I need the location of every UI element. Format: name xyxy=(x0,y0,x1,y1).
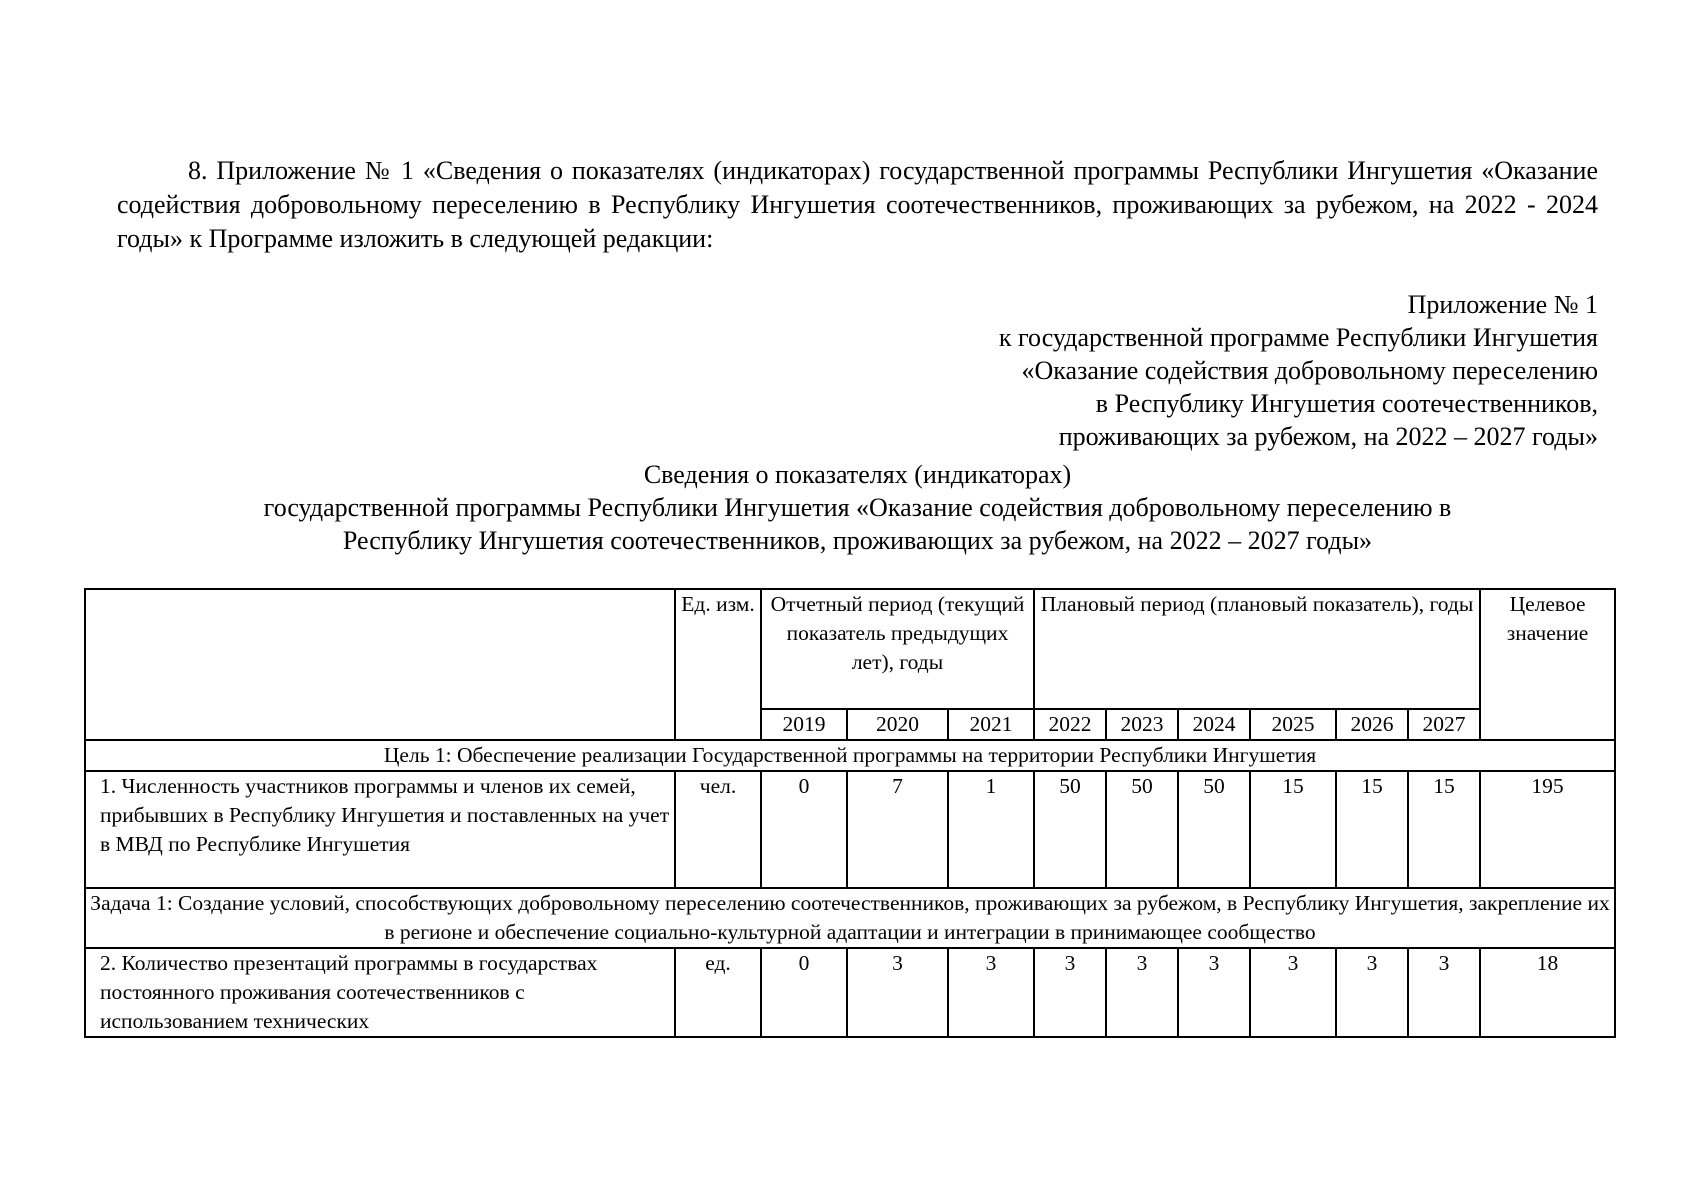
indicator-value: 3 xyxy=(1336,948,1408,1037)
indicator-name: 1. Численность участников программы и членов их семей, прибывших в Республику Ингушетия и поставленных на учет в МВД по Республике Ингушетия xyxy=(85,771,675,888)
indicator-value: 3 xyxy=(1408,948,1480,1037)
header-unit: Ед. изм. xyxy=(675,589,761,740)
title-line-1: Сведения о показателях (индикаторах) xyxy=(643,460,1072,489)
header-year: 2024 xyxy=(1178,709,1250,740)
title-line-2: государственной программы Республики Ингушетия «Оказание содействия добровольному переселению в xyxy=(263,493,1452,522)
indicator-target: 18 xyxy=(1480,948,1615,1037)
indicators-table xyxy=(84,588,1616,1038)
indicator-value: 3 xyxy=(847,948,948,1037)
indicator-value: 3 xyxy=(1250,948,1336,1037)
indicator-value: 3 xyxy=(1034,948,1106,1037)
header-year: 2020 xyxy=(847,709,948,740)
indicator-value: 50 xyxy=(1106,771,1178,888)
indicator-value: 15 xyxy=(1336,771,1408,888)
header-year: 2026 xyxy=(1336,709,1408,740)
intro-paragraph: 8. Приложение № 1 «Сведения о показателях (индикаторах) государственной программы Республики Ингушетия «Оказание содействия добровольному переселению в Республику Ингушетия соотечественников, проживающих за рубежом, на 2022 - 2024 годы» к Программе изложить в следующей редакции: xyxy=(117,156,1598,253)
indicator-target: 195 xyxy=(1480,771,1615,888)
appendix-line-4: в Республику Ингушетия соотечественников, xyxy=(1095,389,1598,418)
header-target-value: Целевое значение xyxy=(1480,589,1615,740)
appendix-line-1: Приложение № 1 xyxy=(1407,290,1598,319)
indicator-value: 3 xyxy=(1178,948,1250,1037)
task-1-text: Задача 1: Создание условий, способствующих добровольному переселению соотечественников, проживающих за рубежом, в Республику Ингушетия, закрепление их в регионе и обеспечение социально-культурной адаптации и интеграции в принимающее сообщество xyxy=(85,888,1615,948)
header-indicator-name xyxy=(85,589,675,740)
indicator-value: 0 xyxy=(761,771,847,888)
appendix-header xyxy=(698,288,1598,453)
indicator-unit: ед. xyxy=(675,948,761,1037)
header-reporting-period: Отчетный период (текущий показатель предыдущих лет), годы xyxy=(761,589,1034,709)
header-year: 2025 xyxy=(1250,709,1336,740)
table-row xyxy=(85,771,1615,888)
appendix-line-3: «Оказание содействия добровольному переселению xyxy=(1021,356,1598,385)
indicator-value: 1 xyxy=(948,771,1034,888)
title-line-3: Республику Ингушетия соотечественников, проживающих за рубежом, на 2022 – 2027 годы» xyxy=(342,526,1373,555)
indicator-name: 2. Количество презентаций программы в государствах постоянного проживания соотечественников с использованием технических xyxy=(85,948,675,1037)
indicator-unit: чел. xyxy=(675,771,761,888)
indicator-value: 15 xyxy=(1250,771,1336,888)
indicator-value: 3 xyxy=(948,948,1034,1037)
indicator-value: 7 xyxy=(847,771,948,888)
table-header-row xyxy=(85,589,1615,709)
goal-row xyxy=(85,740,1615,771)
indicator-value: 15 xyxy=(1408,771,1480,888)
indicator-value: 3 xyxy=(1106,948,1178,1037)
appendix-line-2: к государственной программе Республики Ингушетия xyxy=(998,323,1598,352)
appendix-line-5: проживающих за рубежом, на 2022 – 2027 годы» xyxy=(1058,422,1598,451)
header-year: 2021 xyxy=(948,709,1034,740)
table-row xyxy=(85,948,1615,1037)
indicator-value: 0 xyxy=(761,948,847,1037)
indicator-value: 50 xyxy=(1178,771,1250,888)
header-year: 2023 xyxy=(1106,709,1178,740)
indicator-value: 50 xyxy=(1034,771,1106,888)
header-year: 2022 xyxy=(1034,709,1106,740)
header-planned-period: Плановый период (плановый показатель), годы xyxy=(1034,589,1480,709)
header-year: 2027 xyxy=(1408,709,1480,740)
header-year: 2019 xyxy=(761,709,847,740)
goal-1-text: Цель 1: Обеспечение реализации Государственной программы на территории Республики Ингушетия xyxy=(85,740,1615,771)
task-row xyxy=(85,888,1615,948)
document-title xyxy=(117,458,1598,557)
